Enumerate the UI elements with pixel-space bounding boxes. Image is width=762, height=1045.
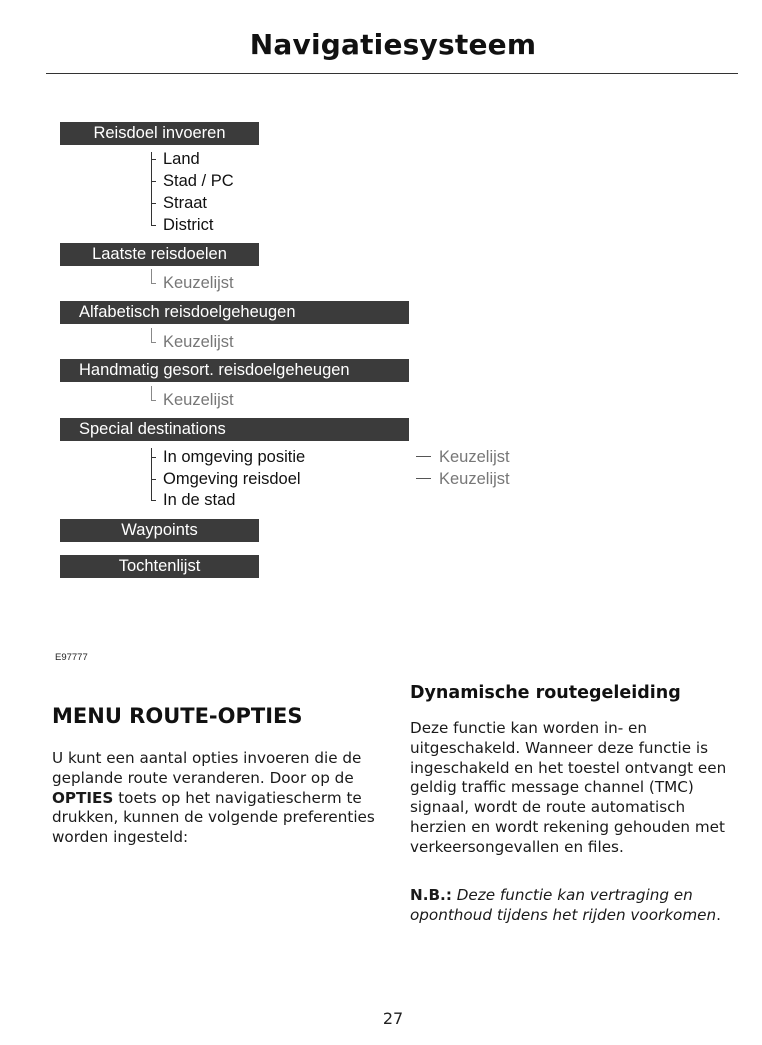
figure-id: E97777 [55, 652, 88, 663]
section-heading-dynamische: Dynamische routegeleiding [410, 683, 681, 703]
tree-branch [151, 457, 156, 458]
menu-alfabetisch-reisdoelgeheugen: Alfabetisch reisdoelgeheugen [60, 301, 409, 324]
tree-branch [151, 181, 156, 182]
tree-line [151, 386, 152, 400]
tree-branch [151, 500, 156, 501]
tree-branch [151, 159, 156, 160]
submenu-item: In de stad [163, 491, 236, 509]
tree-branch [151, 342, 156, 343]
submenu-item: Straat [163, 194, 208, 212]
tree-branch [151, 203, 156, 204]
tree-branch [151, 283, 156, 284]
connector-dash [416, 478, 431, 479]
note-text: Deze functie kan vertraging en oponthoud tijdens het rijden voorkomen [410, 886, 717, 924]
side-item: Keuzelijst [439, 448, 510, 466]
tree-line [151, 448, 152, 500]
note [410, 886, 750, 926]
menu-waypoints: Waypoints [60, 519, 259, 542]
note-end: . [716, 905, 721, 924]
menu-reisdoel-invoeren: Reisdoel invoeren [60, 122, 259, 145]
note-label: N.B.: [410, 886, 452, 904]
route-opties-paragraph [52, 749, 382, 848]
text-run: U kunt een aantal opties invoeren die de geplande route veranderen. Door op de [52, 749, 362, 787]
tree-line [151, 269, 152, 283]
connector-dash [416, 456, 431, 457]
side-item: Keuzelijst [439, 470, 510, 488]
tree-line [151, 328, 152, 342]
submenu-item: Land [163, 150, 200, 168]
section-heading-route-opties: MENU ROUTE-OPTIES [52, 704, 303, 728]
submenu-item: Keuzelijst [163, 333, 234, 351]
menu-laatste-reisdoelen: Laatste reisdoelen [60, 243, 259, 266]
tree-branch [151, 225, 156, 226]
tree-branch [151, 400, 156, 401]
page-number: 27 [382, 1009, 404, 1028]
tree-line [151, 152, 152, 226]
title-rule [46, 73, 738, 74]
opties-button-ref: OPTIES [52, 788, 114, 807]
submenu-item: Keuzelijst [163, 391, 234, 409]
page-title: Navigatiesysteem [249, 28, 537, 61]
submenu-item: Keuzelijst [163, 274, 234, 292]
menu-handmatig-reisdoelgeheugen: Handmatig gesort. reisdoelgeheugen [60, 359, 409, 382]
tree-branch [151, 479, 156, 480]
text-run: toets op het navigatiescherm te drukken, kunnen de volgende preferenties worden ingesteld: [52, 788, 375, 847]
dynamische-paragraph: Deze functie kan worden in- en uitgeschakeld. Wanneer deze functie is ingeschakeld en het toestel ontvangt een geldig traffic message channel (TMC) signaal, wordt de route automatisch herzien en wordt rekening gehouden met verkeersongevallen en files. [410, 719, 727, 856]
submenu-item: Omgeving reisdoel [163, 470, 301, 488]
submenu-item: District [163, 216, 214, 234]
submenu-item: In omgeving positie [163, 448, 306, 466]
menu-special-destinations: Special destinations [60, 418, 409, 441]
menu-tochtenlijst: Tochtenlijst [60, 555, 259, 578]
submenu-item: Stad / PC [163, 172, 234, 190]
